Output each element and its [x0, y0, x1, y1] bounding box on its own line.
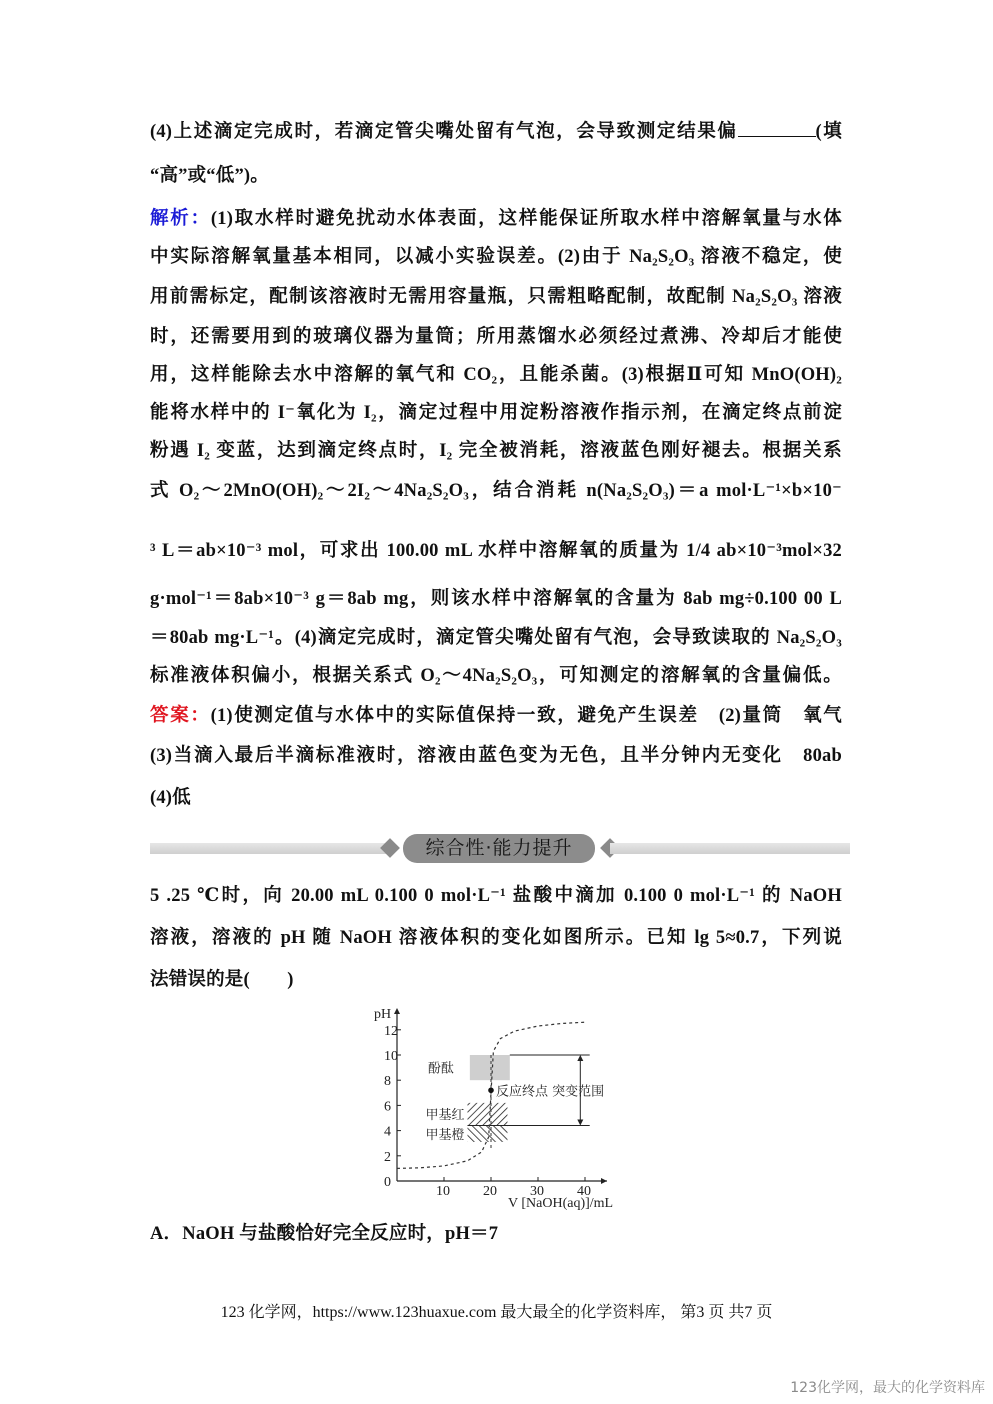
x-tick-label: 40 [577, 1184, 591, 1199]
y-tick-label: 12 [384, 1023, 398, 1039]
analysis-line-6: 能将水样中的 I⁻氧化为 I₂，滴定过程中用淀粉溶液作指示剂，在滴定终点前淀 [150, 403, 842, 423]
x-axis-arrow-icon [601, 1178, 607, 1184]
indicator-range-2 [468, 1126, 508, 1142]
indicator-range-0 [470, 1055, 510, 1080]
y-tick-label: 6 [384, 1099, 391, 1115]
analysis-line-2: 中实际溶解氧量基本相同，以减小实验误差。(2)由于 Na₂S₂O₃ 溶液不稳定，使 [150, 247, 842, 267]
answer-line-3: (4)低 [150, 788, 191, 808]
analysis-line-8: 式 O₂～2MnO(OH)₂～2I₂～4Na₂S₂O₃，结合消耗 n(Na₂S₂O₃)＝a mol·L⁻¹×b×10⁻ [150, 481, 842, 501]
analysis-line-5: 用，这样能除去水中溶解的氧气和 CO₂，且能杀菌。(3)根据Ⅱ可知 MnO(OH)₂ [150, 365, 842, 385]
indicator-label-0: 酚酞 [427, 1061, 454, 1077]
watermark: 123化学网，最大的化学资料库 [790, 1380, 985, 1396]
answer-blank[interactable] [738, 118, 816, 137]
question4-text: (4)上述滴定完成时，若滴定管尖嘴处留有气泡，会导致测定结果偏 [150, 122, 738, 142]
banner-rail-right [610, 843, 850, 854]
indicator-range-1 [468, 1103, 508, 1126]
analysis-line-10: g·mol⁻¹＝8ab×10⁻³ g＝8ab mg，则该水样中溶解氧的含量为 8ab mg÷0.100 00 L [150, 589, 842, 609]
x-axis-label: V [NaOH(aq)]/mL [508, 1196, 614, 1211]
x-tick-label: 10 [436, 1184, 450, 1199]
y-tick-label: 2 [384, 1149, 391, 1165]
analysis-label: 解析： [150, 209, 211, 229]
analysis-text: (1)取水样时避免扰动水体表面，这样能保证所取水样中溶解氧量与水体 [210, 209, 842, 229]
analysis-line-11: ＝80ab mg·L⁻¹。(4)滴定完成时，滴定管尖嘴处留有气泡，会导致读取的 Na₂S₂O₃ [150, 628, 842, 648]
titration-chart [360, 1000, 640, 1215]
answer-line-1 [150, 703, 842, 729]
question4-line1 [150, 118, 842, 145]
equivalence-label: 反应终点 突变范围 [496, 1084, 605, 1100]
analysis-line-4: 时，还需要用到的玻璃仪器为量筒；所用蒸馏水必须经过煮沸、冷却后才能使 [150, 327, 842, 347]
page-footer: 123 化学网，https://www.123huaxue.com 最大最全的化学资料库， 第3 页 共7 页 [220, 1304, 773, 1321]
analysis-line-3: 用前需标定，配制该溶液时无需用容量瓶，只需粗略配制，故配制 Na₂S₂O₃ 溶液 [150, 287, 842, 307]
banner-title: 综合性·能力提升 [403, 834, 595, 863]
banner-diamond-left-icon [380, 838, 400, 858]
titration-chart-svg [360, 1000, 640, 1215]
question5-line-3: 法错误的是( ) [150, 970, 294, 990]
analysis-line-12: 标准液体积偏小，根据关系式 O₂～4Na₂S₂O₃，可知测定的溶解氧的含量偏低。 [150, 666, 842, 686]
analysis-line-7: 粉遇 I₂ 变蓝，达到滴定终点时，I₂ 完全被消耗，溶液蓝色刚好褪去。根据关系 [150, 441, 842, 461]
analysis-line-1 [150, 206, 842, 232]
banner-rail-left [150, 843, 388, 854]
indicator-label-1: 甲基红 [425, 1108, 465, 1124]
answer-text: (1)使测定值与水体中的实际值保持一致，避免产生误差 (2)量筒 氧气 [210, 706, 842, 726]
y-tick-label: 4 [384, 1124, 391, 1140]
jump-arrow-up-icon [577, 1055, 583, 1061]
section-banner [150, 834, 850, 864]
x-tick-label: 20 [483, 1184, 497, 1199]
y-axis-arrow-icon [394, 1008, 400, 1014]
jump-arrow-down-icon [577, 1120, 583, 1126]
question5-option-a[interactable]: A．NaOH 与盐酸恰好完全反应时，pH＝7 [150, 1224, 499, 1244]
y-tick-label: 8 [384, 1074, 391, 1090]
analysis-line-9: ³ L＝ab×10⁻³ mol，可求出 100.00 mL 水样中溶解氧的质量为 1/4 ab×10⁻³mol×32 [150, 541, 842, 561]
equivalence-point [488, 1087, 494, 1093]
y-tick-label: 10 [384, 1049, 398, 1064]
indicator-label-2: 甲基橙 [425, 1127, 465, 1143]
question4-line2: “高”或“低”)。 [150, 166, 269, 186]
x-tick-label: 30 [530, 1184, 544, 1199]
question5-line-2: 溶液，溶液的 pH 随 NaOH 溶液体积的变化如图所示。已知 lg 5≈0.7，下列说 [150, 928, 842, 948]
y-tick-label: 0 [384, 1175, 391, 1190]
y-axis-label: pH [374, 1007, 392, 1022]
answer-label: 答案： [150, 706, 211, 726]
answer-line-2: (3)当滴入最后半滴标准液时，溶液由蓝色变为无色，且半分钟内无变化 80ab [150, 746, 842, 766]
question4-tail: (填 [815, 122, 842, 142]
question5-line-1: 5 .25 ℃时，向 20.00 mL 0.100 0 mol·L⁻¹ 盐酸中滴加 0.100 0 mol·L⁻¹ 的 NaOH [150, 886, 842, 906]
